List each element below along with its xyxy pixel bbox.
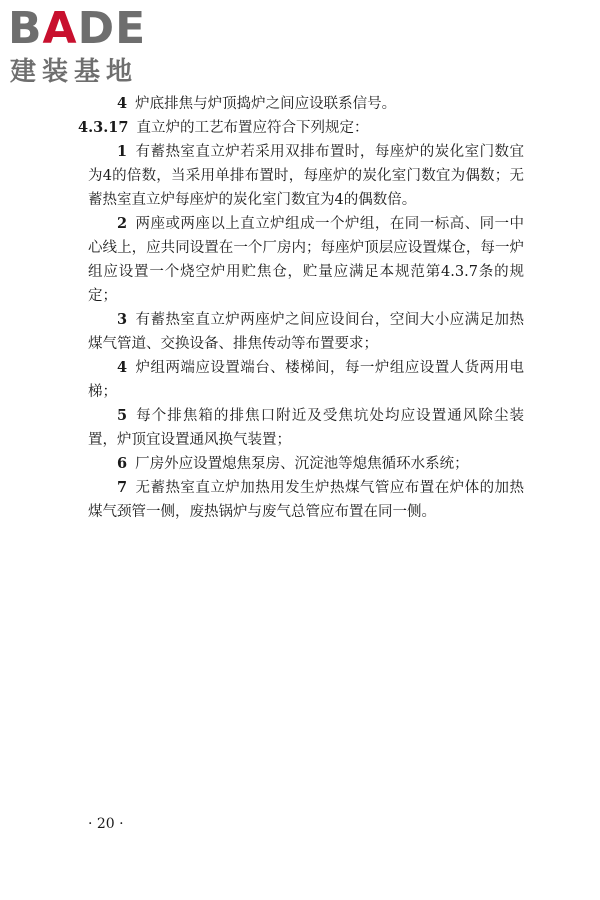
item-text: 炉组两端应设置端台、楼梯间，每一炉组应设置人货两用电梯； xyxy=(88,360,524,400)
item-text: 无蓄热室直立炉加热用发生炉热煤气管应布置在炉体的加热煤气颈管一侧，废热锅炉与废气总管应布置在同一侧。 xyxy=(88,480,524,520)
item-number: 6 xyxy=(117,455,128,472)
item-text: 两座或两座以上直立炉组成一个炉组，在同一标高、同一中心线上，应共同设置在一个厂房内；每座炉顶层应设置煤仓，每一炉组应设置一个烧空炉用贮焦仓，贮量应满足本规范第4.3.7条的规定； xyxy=(88,216,524,304)
page-number: · 20 · xyxy=(88,816,124,832)
item-number: 4 xyxy=(117,95,128,112)
document-body xyxy=(78,92,524,524)
item-7 xyxy=(88,476,524,524)
item-number: 7 xyxy=(117,479,128,496)
item-4 xyxy=(88,356,524,404)
item-number: 1 xyxy=(117,143,128,160)
logo-wordmark xyxy=(8,3,147,54)
item-text: 炉底排焦与炉顶捣炉之间应设联系信号。 xyxy=(135,96,397,112)
clause-4-3-17 xyxy=(78,116,524,140)
item-number: 4 xyxy=(117,359,128,376)
logo-letter-a: A xyxy=(42,3,78,54)
bade-logo xyxy=(8,3,178,90)
clause-text: 直立炉的工艺布置应符合下列规定： xyxy=(136,120,369,136)
item-number: 3 xyxy=(117,311,128,328)
logo-letters-de: DE xyxy=(77,3,147,54)
clause-number: 4.3.17 xyxy=(78,119,129,136)
item-text: 有蓄热室直立炉若采用双排布置时，每座炉的炭化室门数宜为4的倍数，当采用单排布置时，每座炉的炭化室门数宜为偶数；无蓄热室直立炉每座炉的炭化室门数宜为4的偶数倍。 xyxy=(88,144,524,208)
item-3 xyxy=(88,308,524,356)
item-6 xyxy=(88,452,524,476)
item-1 xyxy=(88,140,524,212)
item-number: 2 xyxy=(117,215,128,232)
item-4-signal xyxy=(88,92,524,116)
logo-letter-b: B xyxy=(8,3,43,54)
logo-subtitle: 建装基地 xyxy=(10,57,139,87)
item-text: 每个排焦箱的排焦口附近及受焦坑处均应设置通风除尘装置，炉顶宜设置通风换气装置； xyxy=(88,408,524,448)
item-text: 厂房外应设置熄焦泵房、沉淀池等熄焦循环水系统； xyxy=(135,456,469,472)
item-2 xyxy=(88,212,524,308)
item-5 xyxy=(88,404,524,452)
item-text: 有蓄热室直立炉两座炉之间应设间台，空间大小应满足加热煤气管道、交换设备、排焦传动等布置要求； xyxy=(88,312,524,352)
item-number: 5 xyxy=(117,407,128,424)
